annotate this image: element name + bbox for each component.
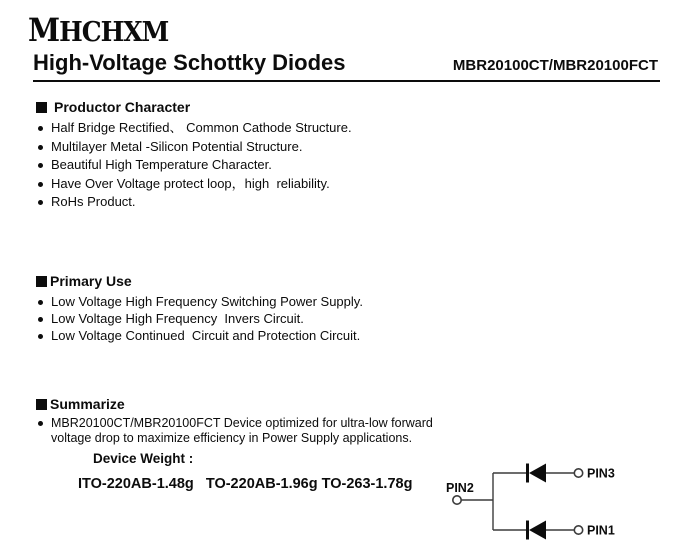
pin2-terminal-circle [453, 496, 461, 504]
bullet-item: RoHs Product. [36, 193, 352, 212]
brand-logo: MHCHXM [28, 12, 169, 49]
bullet-item: Low Voltage Continued Circuit and Protection Circuit. [36, 327, 363, 344]
bullet-icon [38, 300, 43, 305]
bullet-icon [38, 317, 43, 322]
bullet-item: Multilayer Metal -Silicon Potential Structure. [36, 138, 352, 157]
bullet-item: Beautiful High Temperature Character. [36, 156, 352, 175]
bullet-list [36, 416, 474, 445]
part-number: MBR20100CT/MBR20100FCT [452, 57, 658, 74]
bullet-icon [38, 421, 43, 426]
pin1-label: PIN1 [587, 523, 615, 538]
section-heading-label: Primary Use [50, 273, 132, 289]
bullet-item: Half Bridge Rectified、 Common Cathode Structure. [36, 119, 352, 138]
section-marker-square [36, 102, 47, 113]
section-productor-character [36, 99, 352, 212]
bullet-icon [38, 182, 43, 187]
bullet-icon [38, 163, 43, 168]
pin3-label: PIN3 [587, 466, 615, 481]
bullet-icon [38, 200, 43, 205]
bullet-icon [38, 145, 43, 150]
section-heading-label: Productor Character [54, 99, 191, 115]
bullet-item: Low Voltage High Frequency Invers Circuit. [36, 310, 363, 327]
bullet-item: MBR20100CT/MBR20100FCT Device optimized for ultra-low forward voltage drop to maximize efficiency in Power Supply applications. [36, 416, 474, 445]
header [33, 50, 660, 82]
bullet-item: Low Voltage High Frequency Switching Power Supply. [36, 293, 363, 310]
bullet-item: Have Over Voltage protect loop，high reliability. [36, 175, 352, 194]
pin1-terminal-circle [574, 526, 582, 534]
bullet-icon [38, 126, 43, 131]
section-summarize [36, 396, 474, 492]
pin3-terminal-circle [574, 469, 582, 477]
common-cathode-diode-diagram [438, 452, 678, 547]
bullet-list [36, 119, 352, 212]
diode-icon [529, 521, 546, 540]
section-heading [36, 396, 474, 412]
section-marker-square [36, 399, 47, 410]
device-weight-values: ITO-220AB-1.48g TO-220AB-1.96g TO-263-1.78g [78, 476, 413, 492]
page-title: High-Voltage Schottky Diodes [33, 50, 346, 75]
bullet-list [36, 293, 363, 344]
pin2-label: PIN2 [446, 481, 474, 495]
section-heading-label: Summarize [50, 396, 125, 412]
diode-icon [529, 464, 546, 483]
section-primary-use [36, 273, 363, 344]
bullet-icon [38, 334, 43, 339]
section-heading [36, 99, 352, 115]
section-marker-square [36, 276, 47, 287]
device-weight-label: Device Weight : [93, 451, 194, 466]
section-heading [36, 273, 363, 289]
